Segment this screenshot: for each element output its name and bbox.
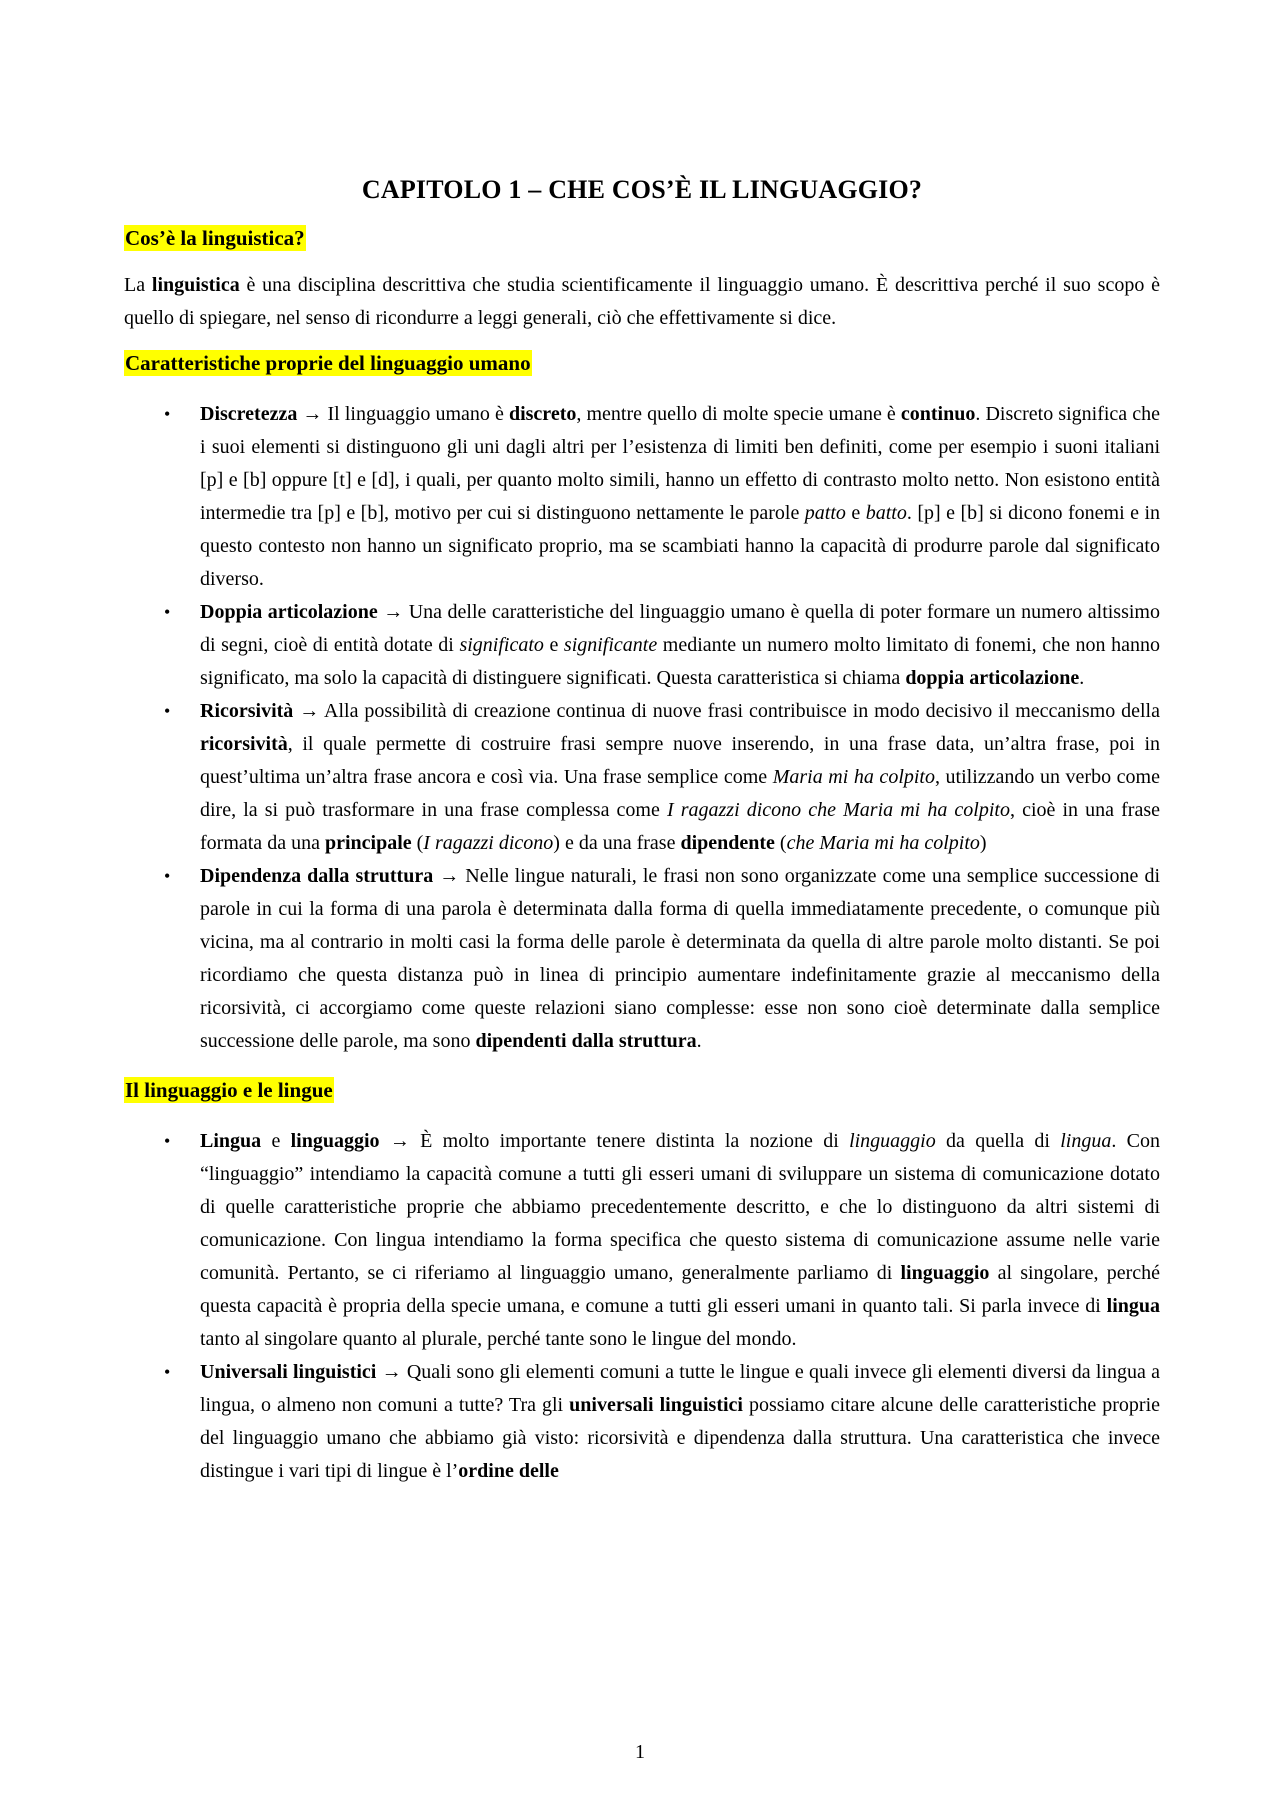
bullet-icon: • [164, 404, 171, 424]
bullet-icon: • [164, 866, 171, 886]
bullet-icon: • [164, 1131, 171, 1151]
bullet-icon: • [164, 1362, 171, 1382]
section-heading-lingue [124, 1074, 1160, 1107]
bullet-icon: • [164, 602, 171, 622]
section-heading-caratteristiche [124, 347, 1160, 380]
caratteristiche-list [124, 398, 1160, 1058]
paragraph-linguistica: La linguistica è una disciplina descrittiva che studia scientificamente il linguaggio umano. È descrittiva perché il suo scopo è quello di spiegare, nel senso di ricondurre a leggi generali, ciò che effettivamente si dice. [124, 274, 1161, 329]
highlighted-heading: Cos’è la linguistica? [125, 226, 305, 250]
page-number: 1 [635, 1741, 645, 1763]
list-item-lingua-linguaggio: • Lingua e linguaggio → È molto importante tenere distinta la nozione di linguaggio da quella di lingua. Con “linguaggio” intendiamo la capacità comune a tutti gli esseri umani di sviluppare un sistema di comunicazione dotato di quelle caratteristiche proprie che abbiamo precedentemente descritto, e che lo distinguono da altri sistemi di comunicazione. Con lingua intendiamo la forma specifica che questo sistema di comunicazione assume nelle varie comunità. Pertanto, se ci riferiamo al linguaggio umano, generalmente parliamo di linguaggio al singolare, perché questa capacità è propria della specie umana, e comune a tutti gli esseri umani in quanto tali. Si parla invece di lingua tanto al singolare quanto al plurale, perché tante sono le lingue del mondo. [124, 1125, 1160, 1356]
page-title: CAPITOLO 1 – CHE COS’È IL LINGUAGGIO? [361, 175, 923, 204]
lingue-list [124, 1125, 1160, 1488]
bullet-icon: • [164, 701, 171, 721]
section-heading-linguistica [124, 222, 1160, 255]
list-item-dipendenza: • Dipendenza dalla struttura → Nelle lingue naturali, le frasi non sono organizzate come una semplice successione di parole in cui la forma di una parola è determinata dalla forma di quella immediatamente precedente, o comunque più vicina, ma al contrario in molti casi la forma delle parole è determinata da quella di altre parole molto distanti. Se poi ricordiamo che questa distanza può in linea di principio aumentare indefinitamente grazie al meccanismo della ricorsività, ci accorgiamo come queste relazioni siano complesse: esse non sono cioè determinate dalla semplice successione delle parole, ma sono dipendenti dalla struttura. [124, 860, 1160, 1058]
list-item-discretezza: • Discretezza → Il linguaggio umano è discreto, mentre quello di molte specie umane è continuo. Discreto significa che i suoi elementi si distinguono gli uni dagli altri per l’esistenza di limiti ben definiti, come per esempio i suoni italiani [p] e [b] oppure [t] e [d], i quali, per quanto molto simili, hanno un effetto di contrasto molto netto. Non esistono entità intermedie tra [p] e [b], motivo per cui si distinguono nettamente le parole patto e batto. [p] e [b] si dicono fonemi e in questo contesto non hanno un significato proprio, ma se scambiati hanno la capacità di produrre parole dal significato diverso. [124, 398, 1160, 596]
list-item-doppia-articolazione: • Doppia articolazione → Una delle caratteristiche del linguaggio umano è quella di poter formare un numero altissimo di segni, cioè di entità dotate di significato e significante mediante un numero molto limitato di fonemi, che non hanno significato, ma solo la capacità di distinguere significati. Questa caratteristica si chiama doppia articolazione. [124, 596, 1160, 695]
list-item-ricorsivita: • Ricorsività → Alla possibilità di creazione continua di nuove frasi contribuisce in modo decisivo il meccanismo della ricorsività, il quale permette di costruire frasi sempre nuove inserendo, in una frase data, un’altra frase, poi in quest’ultima un’altra frase ancora e così via. Una frase semplice come Maria mi ha colpito, utilizzando un verbo come dire, la si può trasformare in una frase complessa come I ragazzi dicono che Maria mi ha colpito, cioè in una frase formata da una principale (I ragazzi dicono) e da una frase dipendente (che Maria mi ha colpito) [124, 695, 1160, 860]
list-item-universali: • Universali linguistici → Quali sono gli elementi comuni a tutte le lingue e quali invece gli elementi diversi da lingua a lingua, o almeno non comuni a tutte? Tra gli universali linguistici possiamo citare alcune delle caratteristiche proprie del linguaggio umano che abbiamo già visto: ricorsività e dipendenza dalla struttura. Una caratteristica che invece distingue i vari tipi di lingue è l’ordine delle [124, 1356, 1160, 1488]
highlighted-heading: Il linguaggio e le lingue [125, 1078, 333, 1102]
highlighted-heading: Caratteristiche proprie del linguaggio umano [125, 351, 531, 375]
